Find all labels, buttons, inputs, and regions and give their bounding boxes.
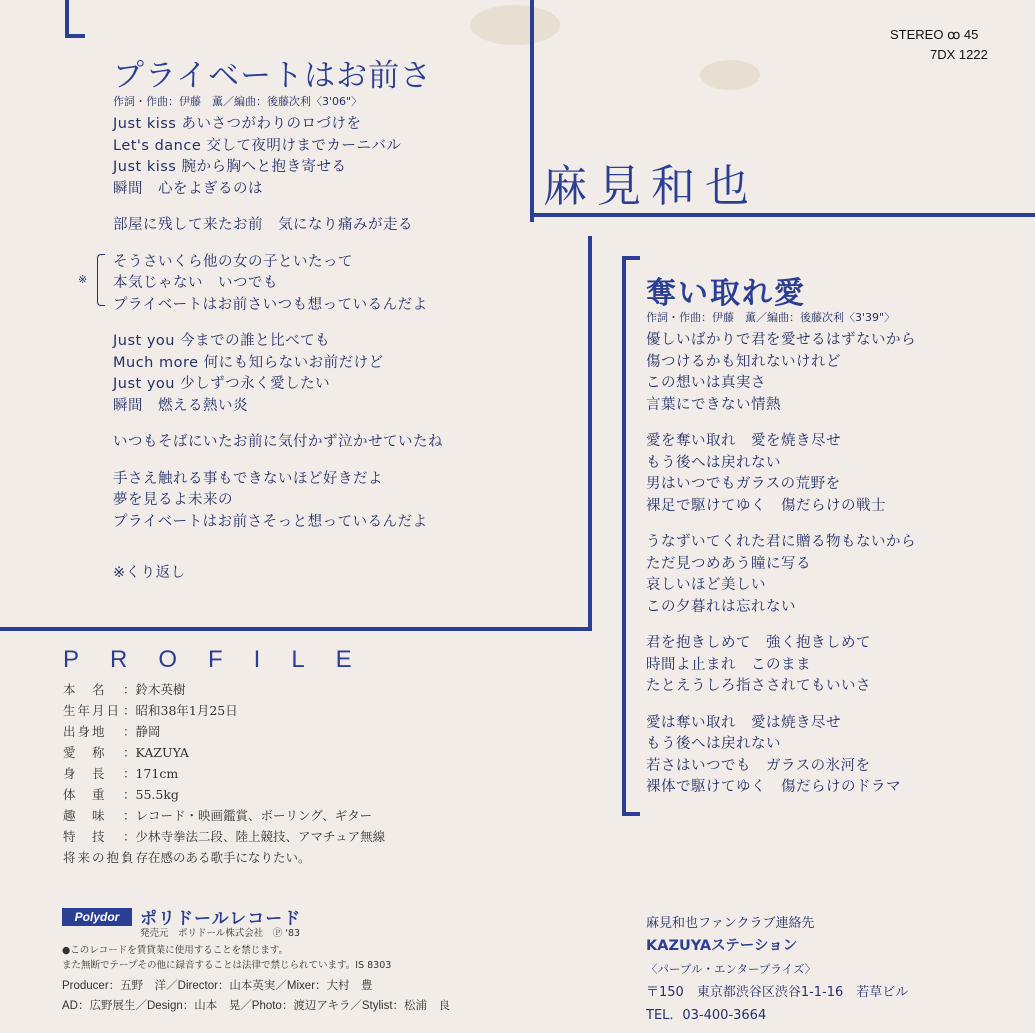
frame-line xyxy=(65,0,69,38)
profile-value: ：55.5kg xyxy=(123,787,179,802)
lyric-line: 若さはいつでも ガラスの氷河を xyxy=(646,757,871,774)
profile-key: 愛 称 xyxy=(63,745,107,760)
catalog-number: 7DX 1222 xyxy=(930,47,988,62)
song-b-title: 奪い取れ愛 xyxy=(646,276,806,311)
lyric-line: 夢を見るよ未来の xyxy=(113,492,233,508)
lyric-line xyxy=(646,517,916,532)
lyric-line xyxy=(113,533,443,548)
stereo-mark: STEREO ꝏ 45 xyxy=(890,27,979,42)
fanclub-address: 〒150 東京都渋谷区渋谷1-1-16 若草ビル xyxy=(646,985,909,1000)
frame-line xyxy=(622,256,626,816)
fanclub-info xyxy=(646,912,908,1027)
lyric-line: 愛を奪い取れ 愛を焼き尽せ xyxy=(646,433,841,449)
lyric-line: 優しいばかりで君を愛せるはずないから xyxy=(646,332,916,348)
lyric-line: Just you 今までの誰と比べても xyxy=(113,333,331,349)
profile-row xyxy=(63,701,385,722)
profile-list xyxy=(63,680,385,869)
lyric-line xyxy=(113,454,443,469)
lyric-line: 瞬間 燃える熱い炎 xyxy=(113,397,248,414)
lyric-line xyxy=(113,316,443,331)
publisher-line: 発売元 ポリドール株式会社 Ⓟ '83 xyxy=(140,928,301,939)
lyric-line: 手さえ触れる事もできないほど好きだよ xyxy=(113,470,383,487)
lyric-line: そうさいくら他の女の子といたって xyxy=(113,253,353,270)
frame-line xyxy=(622,256,640,260)
song-b-credit: 作詞・作曲：伊藤 薫／編曲：後藤次利〈3'39"〉 xyxy=(646,311,896,324)
label-name: ポリドールレコード xyxy=(140,909,302,929)
lyric-line: Just kiss 腕から胸へと抱き寄せる xyxy=(113,159,347,175)
staff-credits-1: Producer：五野 洋／Director：山本英実／Mixer：大村 豊 xyxy=(62,980,373,992)
lyric-line: プライベートはお前さそっと想っているんだよ xyxy=(113,513,428,530)
lyric-line: 男はいつでもガラスの荒野を xyxy=(646,476,841,492)
lyric-line: もう後へは戻れない xyxy=(646,454,781,471)
lyric-line: 時間よ止まれ このまま xyxy=(646,656,811,673)
lyric-line xyxy=(113,237,443,252)
frame-line xyxy=(588,236,592,631)
lyric-line: 部屋に残して来たお前 気になり痛みが走る xyxy=(113,217,413,233)
lyric-line xyxy=(646,698,916,713)
song-b-lyrics xyxy=(646,330,916,799)
lyric-line: ただ見つめあう瞳に写る xyxy=(646,555,811,572)
profile-value: ：171cm xyxy=(123,766,179,781)
lyric-line: うなずいてくれた君に贈る物もないから xyxy=(646,534,916,550)
frame-line xyxy=(65,34,85,38)
profile-key: 身 長 xyxy=(63,766,107,781)
lyric-line: ※くり返し xyxy=(113,565,186,581)
song-a-credit: 作詞・作曲：伊藤 薫／編曲：後藤次利〈3'06"〉 xyxy=(113,95,363,108)
lyric-line xyxy=(113,200,443,215)
profile-key: 出身地 xyxy=(63,724,107,739)
polydor-logo: Polydor xyxy=(62,908,132,926)
profile-value: ：存在感のある歌手になりたい。 xyxy=(123,850,311,865)
profile-value: ：レコード・映画鑑賞、ボーリング、ギター xyxy=(123,808,373,823)
profile-row xyxy=(63,722,385,743)
profile-key: 本 名 xyxy=(63,682,107,697)
profile-row xyxy=(63,680,385,701)
fanclub-name: KAZUYAステーション xyxy=(646,938,798,954)
frame-line xyxy=(0,627,592,631)
profile-row xyxy=(63,743,385,764)
profile-value: ：少林寺拳法二段、陸上競技、アマチュア無線 xyxy=(123,829,386,844)
repeat-brace xyxy=(97,254,105,306)
lyric-line: 傷つけるかも知れないけれど xyxy=(646,353,841,370)
profile-row xyxy=(63,827,385,848)
profile-value: ：静岡 xyxy=(123,724,161,739)
lyric-line xyxy=(113,548,443,563)
profile-value: ：昭和38年1月25日 xyxy=(123,703,238,718)
lyric-line: 言葉にできない情熱 xyxy=(646,396,781,413)
lyric-line xyxy=(646,416,916,431)
lyric-line: Much more 何にも知らないお前だけど xyxy=(113,354,384,371)
profile-key: 生年月日 xyxy=(63,703,122,718)
lyric-line: 裸足で駆けてゆく 傷だらけの戦士 xyxy=(646,497,886,514)
profile-value: ：KAZUYA xyxy=(123,745,189,760)
profile-key: 体 重 xyxy=(63,787,107,802)
lyric-line xyxy=(113,417,443,432)
lyric-line: この夕暮れは忘れない xyxy=(646,598,796,615)
lyric-line: Just kiss あいさつがわりのロづけを xyxy=(113,116,362,132)
frame-line xyxy=(530,0,534,222)
profile-row xyxy=(63,764,385,785)
lyric-line: もう後へは戻れない xyxy=(646,736,781,752)
paper-stain xyxy=(470,5,560,45)
lyric-line xyxy=(646,618,916,633)
lyric-line: Let's dance 交して夜明けまでカーニバル xyxy=(113,137,402,154)
profile-key: 特 技 xyxy=(63,829,107,844)
lyric-line: Just you 少しずつ永く愛したい xyxy=(113,376,331,392)
lyric-line: 君を抱きしめて 強く抱きしめて xyxy=(646,635,871,651)
profile-value: ：鈴木英樹 xyxy=(123,682,186,697)
lyric-line: プライベートはお前さいつも想っているんだよ xyxy=(113,296,428,313)
profile-row xyxy=(63,806,385,827)
lyric-line: いつもそばにいたお前に気付かず泣かせていたね xyxy=(113,434,443,450)
paper-stain xyxy=(700,60,760,90)
profile-row xyxy=(63,785,385,806)
profile-key: 趣 味 xyxy=(63,808,107,823)
repeat-marker: ※ xyxy=(78,273,88,286)
lyric-line: 哀しいほど美しい xyxy=(646,577,766,593)
lyric-line: 愛は奪い取れ 愛は焼き尽せ xyxy=(646,714,841,731)
song-a-lyrics xyxy=(113,114,443,585)
staff-credits-2: AD：広野展生／Design：山本 晃／Photo：渡辺アキラ／Stylist：松浦 良 xyxy=(62,1000,451,1012)
lyric-line: 瞬間 心をよぎるのは xyxy=(113,180,263,197)
fanclub-tel: TEL．03-400-3664 xyxy=(646,1008,767,1023)
artist-name: 麻見和也 xyxy=(543,161,759,212)
song-a-title: プライベートはお前さ xyxy=(113,58,433,94)
fanclub-org: 〈パープル・エンタープライズ〉 xyxy=(646,962,816,976)
profile-heading: PROFILE xyxy=(63,646,383,673)
notice-line-2: また無断でテープその他に録音することは法律で禁じられています。IS 8303 xyxy=(62,960,392,971)
notice-line-1: ●このレコードを賃貸業に使用することを禁じます。 xyxy=(62,945,289,956)
lyric-line: この想いは真実さ xyxy=(646,375,766,391)
lyric-line: 本気じゃない いつでも xyxy=(113,275,278,291)
fanclub-title: 麻見和也ファンクラブ連絡先 xyxy=(646,916,815,931)
lyric-line: たとえうしろ指さされてもいいさ xyxy=(646,678,871,694)
profile-key: 将来の抱負 xyxy=(63,850,136,865)
profile-row xyxy=(63,848,385,869)
frame-line xyxy=(622,812,640,816)
lyric-line: 裸体で駆けてゆく 傷だらけのドラマ xyxy=(646,779,901,795)
